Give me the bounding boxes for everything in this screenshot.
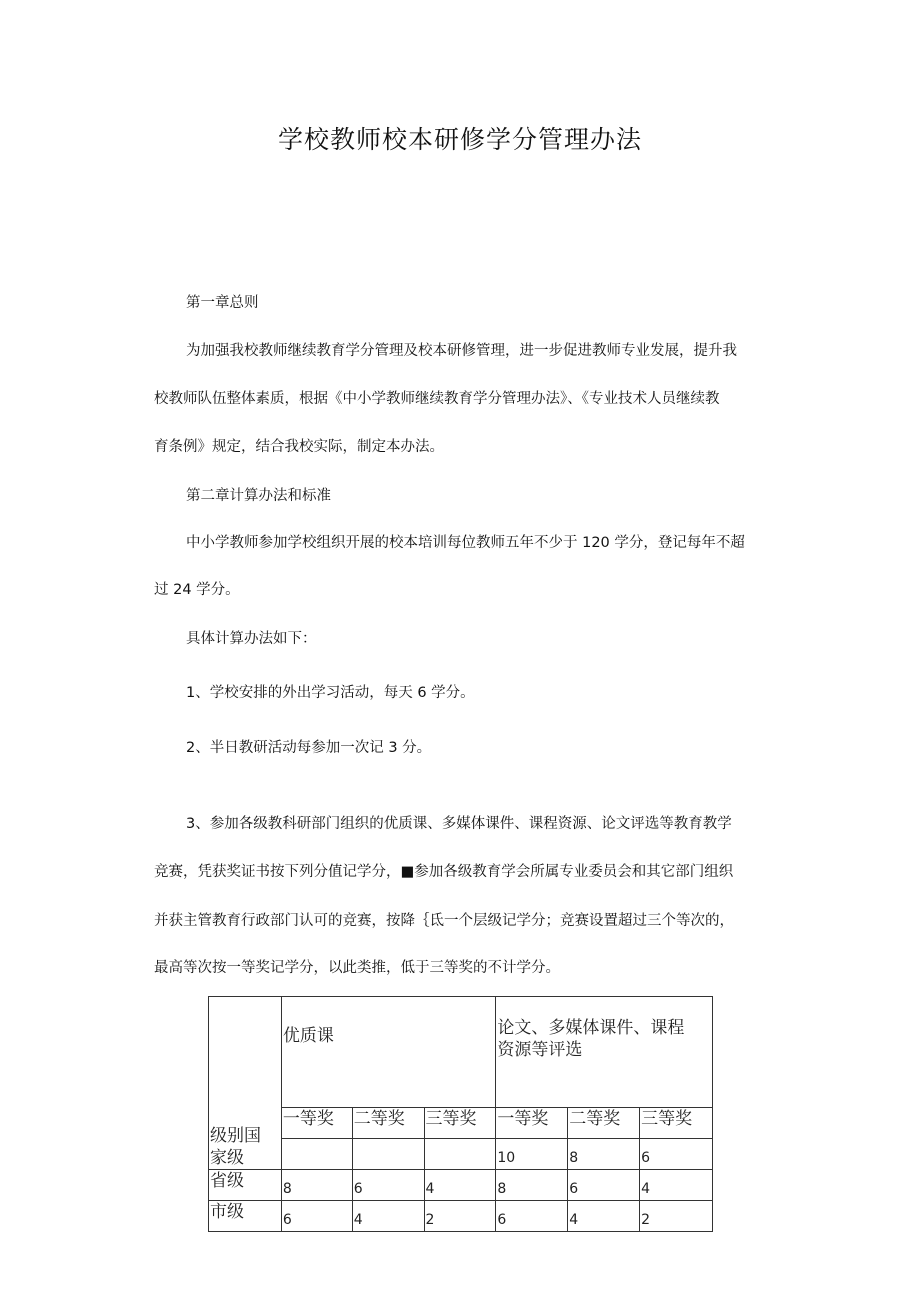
award-cell: 一等奖 xyxy=(281,1108,352,1139)
value-cell: 8 xyxy=(496,1170,568,1201)
corner-cell xyxy=(209,997,282,1170)
value-cell: 6 xyxy=(281,1201,352,1232)
list-item: 2、半日教研活动每参加一次记 3 分。 xyxy=(186,740,432,756)
value-cell: 4 xyxy=(352,1201,424,1232)
award-cell: 二等奖 xyxy=(568,1108,640,1139)
table-row xyxy=(209,997,713,1108)
table-row xyxy=(209,1139,713,1170)
group2-line2: 资源等评选 xyxy=(497,1040,583,1060)
corner-bottom: 家级 xyxy=(210,1148,244,1168)
row-label: 市级 xyxy=(209,1201,282,1232)
paragraph-line: 校教师队伍整体素质，根据《中小学教师继续教育学分管理办法》、《专业技术人员继续教 xyxy=(154,391,720,407)
value-cell: 10 xyxy=(496,1139,568,1170)
chapter-2-heading: 第二章计算办法和标准 xyxy=(186,488,331,504)
credit-table xyxy=(208,996,713,1232)
group-quality-lesson: 优质课 xyxy=(281,997,496,1108)
value-cell: 8 xyxy=(568,1139,640,1170)
paragraph-line: 为加强我校教师继续教育学分管理及校本研修管理，进一步促进教师专业发展，提升我 xyxy=(186,343,737,359)
value-cell: 6 xyxy=(496,1201,568,1232)
paragraph-line: 具体计算办法如下： xyxy=(186,631,317,647)
paragraph-line: 中小学教师参加学校组织开展的校本培训每位教师五年不少于 120 学分，登记每年不超 xyxy=(186,535,745,551)
group2-line1: 论文、多媒体课件、课程 xyxy=(497,1018,685,1038)
value-cell xyxy=(424,1139,496,1170)
paragraph-line: 竞赛，凭获奖证书按下列分值记学分，■参加各级教育学会所属专业委员会和其它部门组织 xyxy=(154,864,734,880)
value-cell: 4 xyxy=(568,1201,640,1232)
chapter-1-heading: 第一章总则 xyxy=(186,295,259,311)
award-cell: 三等奖 xyxy=(640,1108,713,1139)
award-cell: 一等奖 xyxy=(496,1108,568,1139)
corner-top: 级别国 xyxy=(210,1126,261,1146)
value-cell: 6 xyxy=(352,1170,424,1201)
value-cell: 6 xyxy=(568,1170,640,1201)
paragraph-line: 并获主管教育行政部门认可的竞赛，按降｛氐一个层级记学分；竞赛设置超过三个等次的， xyxy=(154,913,734,929)
list-item: 1、学校安排的外出学习活动，每天 6 学分。 xyxy=(186,685,475,701)
list-item: 3、参加各级教科研部门组织的优质课、多媒体课件、课程资源、论文评选等教育教学 xyxy=(186,816,732,832)
table-row xyxy=(209,1108,713,1139)
value-cell: 6 xyxy=(640,1139,713,1170)
value-cell xyxy=(281,1139,352,1170)
table-row xyxy=(209,1170,713,1201)
table-row xyxy=(209,1201,713,1232)
value-cell: 8 xyxy=(281,1170,352,1201)
paragraph-line: 过 24 学分。 xyxy=(154,582,240,598)
paragraph-line: 最高等次按一等奖记学分，以此类推，低于三等奖的不计学分。 xyxy=(154,960,560,976)
group-paper-courseware xyxy=(496,997,713,1108)
document-title: 学校教师校本研修学分管理办法 xyxy=(277,125,642,154)
value-cell: 2 xyxy=(640,1201,713,1232)
paragraph-line: 育条例》规定，结合我校实际，制定本办法。 xyxy=(154,439,444,455)
row-label: 省级 xyxy=(209,1170,282,1201)
value-cell: 4 xyxy=(640,1170,713,1201)
award-cell: 三等奖 xyxy=(424,1108,496,1139)
value-cell: 4 xyxy=(424,1170,496,1201)
value-cell xyxy=(352,1139,424,1170)
award-cell: 二等奖 xyxy=(352,1108,424,1139)
value-cell: 2 xyxy=(424,1201,496,1232)
